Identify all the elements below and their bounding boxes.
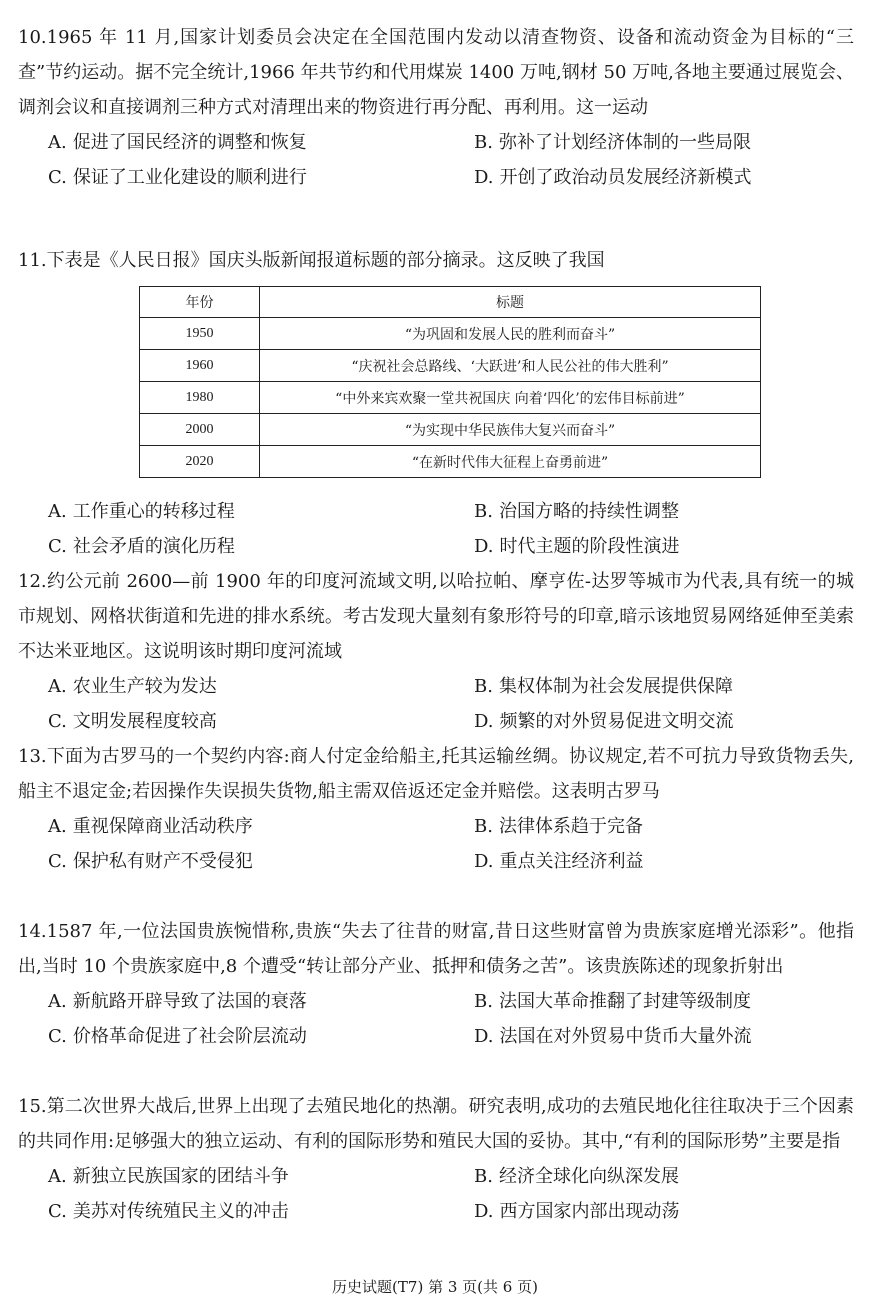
option-b: B. 集权体制为社会发展提供保障 [474,676,733,697]
row-year: 1980 [140,382,260,414]
table-row [140,414,761,446]
table-row [140,446,761,478]
question-12-stem: 12.约公元前 2600—前 1900 年的印度河流域文明,以哈拉帕、摩亨佐-达罗等城市为代表,具有统一的城市规划、网格状街道和先进的排水系统。考古发现大量刻有象形符号的印章,暗示该地贸易网络延伸至美索不达米亚地区。这说明该时期印度河流域 [18,571,854,662]
option-c: C. 社会矛盾的演化历程 [48,536,235,557]
question-13 [18,739,854,879]
question-14-stem: 14.1587 年,一位法国贵族惋惜称,贵族“失去了往昔的财富,昔日这些财富曾为贵族家庭增光添彩”。他指出,当时 10 个贵族家庭中,8 个遭受“转让部分产业、抵押和债务之苦”。该贵族陈述的现象折射出 [18,921,854,977]
row-year: 2020 [140,446,260,478]
question-15 [18,1089,854,1229]
option-c: C. 美苏对传统殖民主义的冲击 [48,1201,289,1222]
page-footer: 历史试题(T7) 第 3 页(共 6 页) [332,1278,538,1296]
option-d: D. 西方国家内部出现动荡 [474,1201,680,1222]
question-12-options [18,669,854,739]
question-15-stem: 15.第二次世界大战后,世界上出现了去殖民地化的热潮。研究表明,成功的去殖民地化往往取决于三个因素的共同作用:足够强大的独立运动、有利的国际形势和殖民大国的妥协。其中,“有利的国际形势”主要是指 [18,1096,854,1152]
option-a: A. 促进了国民经济的调整和恢复 [48,132,307,153]
option-a: A. 新航路开辟导致了法国的衰落 [48,991,307,1012]
option-c: C. 价格革命促进了社会阶层流动 [48,1026,307,1047]
question-11-stem: 11.下表是《人民日报》国庆头版新闻报道标题的部分摘录。这反映了我国 [18,250,605,271]
option-c: C. 保证了工业化建设的顺利进行 [48,167,307,188]
option-b: B. 治国方略的持续性调整 [474,501,679,522]
question-11-options-block [18,494,854,564]
headline-table [139,286,761,478]
option-a: A. 新独立民族国家的团结斗争 [48,1166,289,1187]
option-a: A. 工作重心的转移过程 [48,501,235,522]
option-c: C. 保护私有财产不受侵犯 [48,851,253,872]
option-b: B. 弥补了计划经济体制的一些局限 [474,132,751,153]
row-year: 1960 [140,350,260,382]
question-14-options [18,984,854,1054]
question-13-options [18,809,854,879]
row-year: 2000 [140,414,260,446]
row-year: 1950 [140,318,260,350]
question-10 [18,20,854,195]
row-title: “在新时代伟大征程上奋勇前进” [260,446,761,478]
question-14 [18,914,854,1054]
option-a: A. 重视保障商业活动秩序 [48,816,253,837]
question-10-options [18,125,854,195]
row-title: “庆祝社会总路线、‘大跃进’和人民公社的伟大胜利” [260,350,761,382]
table-header-row [140,287,761,318]
option-b: B. 法国大革命推翻了封建等级制度 [474,991,751,1012]
table-row [140,382,761,414]
option-b: B. 经济全球化向纵深发展 [474,1166,679,1187]
row-title: “为实现中华民族伟大复兴而奋斗” [260,414,761,446]
question-10-stem: 10.1965 年 11 月,国家计划委员会决定在全国范围内发动以清查物资、设备和流动资金为目标的“三查”节约运动。据不完全统计,1966 年共节约和代用煤炭 1400 万吨,钢材 50 万吨,各地主要通过展览会、调剂会议和直接调剂三种方式对清理出来的物资进行再分配、再利用。这一运动 [18,27,854,118]
option-b: B. 法律体系趋于完备 [474,816,643,837]
option-d: D. 法国在对外贸易中货币大量外流 [474,1026,752,1047]
table-row [140,318,761,350]
option-d: D. 时代主题的阶段性演进 [474,536,680,557]
question-11-options [18,494,854,564]
question-12 [18,564,854,739]
option-a: A. 农业生产较为发达 [48,676,217,697]
header-year: 年份 [140,287,260,318]
option-d: D. 开创了政治动员发展经济新模式 [474,167,752,188]
header-title: 标题 [260,287,761,318]
table-row [140,350,761,382]
row-title: “为巩固和发展人民的胜利而奋斗” [260,318,761,350]
question-13-stem: 13.下面为古罗马的一个契约内容:商人付定金给船主,托其运输丝绸。协议规定,若不可抗力导致货物丢失,船主不退定金;若因操作失误损失货物,船主需双倍返还定金并赔偿。这表明古罗马 [18,746,854,802]
question-15-options [18,1159,854,1229]
option-d: D. 频繁的对外贸易促进文明交流 [474,711,734,732]
row-title: “中外来宾欢聚一堂共祝国庆 向着‘四化’的宏伟目标前进” [260,382,761,414]
question-11 [18,243,854,278]
option-c: C. 文明发展程度较高 [48,711,217,732]
option-d: D. 重点关注经济利益 [474,851,644,872]
